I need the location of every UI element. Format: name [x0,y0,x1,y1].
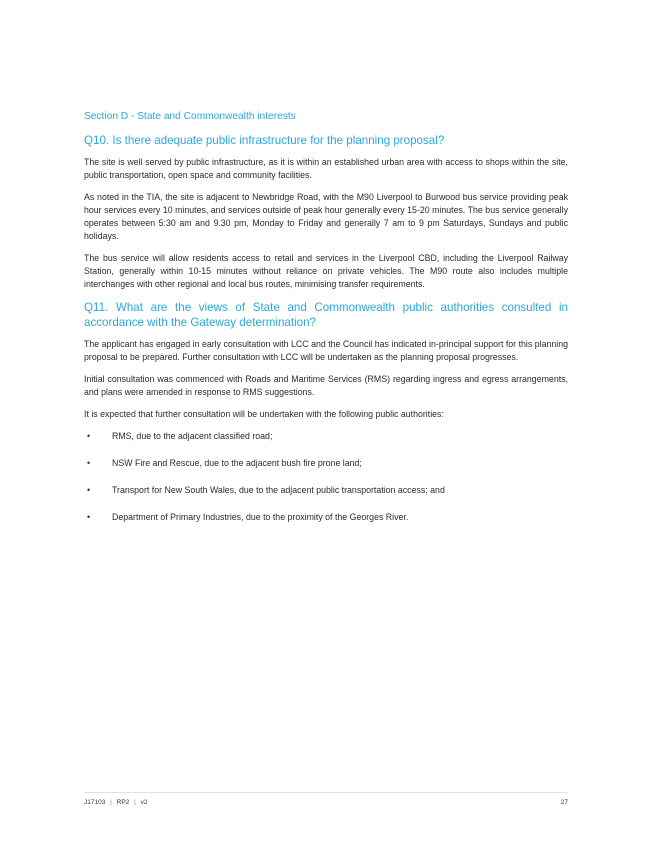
q11-paragraph-3: It is expected that further consultation will be undertaken with the following public authorities: [84,409,444,419]
q10-paragraph-2: As noted in the TIA, the site is adjacent to Newbridge Road, with the M90 Liverpool to Burwood bus service providing peak hour services every 10 minutes, and services outside of peak hour generally every 15-20 minutes. The bus service generally operates between 5:30 am and 9.30 pm, Monday to Friday and generally 7 am to 9 pm Saturdays, Sundays and public holidays. [84,192,568,241]
list-item-text: Transport for New South Wales, due to the adjacent public transportation access; and [112,485,445,495]
q10-paragraph-3: The bus service will allow residents access to retail and services in the Liverpool CBD, including the Liverpool Railway Station, generally within 10-15 minutes without reliance on private vehicles. The M90 route also includes multiple interchanges with other regional and local bus routes, minimising transfer requirements. [84,253,568,289]
bullet-icon: • [87,458,91,468]
page-number: 27 [560,799,568,806]
footer-doc-code: RP2 [116,799,130,806]
authorities-list [84,430,568,524]
q11-paragraph-1: The applicant has engaged in early consultation with LCC and the Council has indicated in-principal support for this planning proposal to be prepared. Further consultation with LCC will be undertaken as the planning proposal progresses. [84,339,568,362]
footer-separator: | [134,799,136,806]
question-10-heading: Q10. Is there adequate public infrastructure for the planning proposal? [84,134,445,147]
list-item [84,511,568,524]
page-footer [84,792,568,806]
list-item-text: RMS, due to the adjacent classified road; [112,431,273,441]
bullet-icon: • [87,485,91,495]
section-heading: Section D - State and Commonwealth interests [84,111,296,122]
page-content [84,111,568,538]
list-item [84,457,568,470]
list-item [84,430,568,443]
footer-version: v2 [140,799,148,806]
list-item-text: NSW Fire and Rescue, due to the adjacent bush fire prone land; [112,458,362,468]
q10-paragraph-1: The site is well served by public infrastructure, as it is within an established urban area with access to shops within the site, public transportation, open space and community facilities. [84,157,568,180]
footer-separator: | [110,799,112,806]
footer-job-number: J17103 [84,799,106,806]
bullet-icon: • [87,512,91,522]
bullet-icon: • [87,431,91,441]
q11-paragraph-2: Initial consultation was commenced with Roads and Maritime Services (RMS) regarding ingress and egress arrangements, and plans were amended in response to RMS suggestions. [84,374,568,397]
question-11-heading: Q11. What are the views of State and Commonwealth public authorities consulted in accordance with the Gateway determination? [84,301,568,329]
list-item-text: Department of Primary Industries, due to the proximity of the Georges River. [112,512,409,522]
list-item [84,484,568,497]
